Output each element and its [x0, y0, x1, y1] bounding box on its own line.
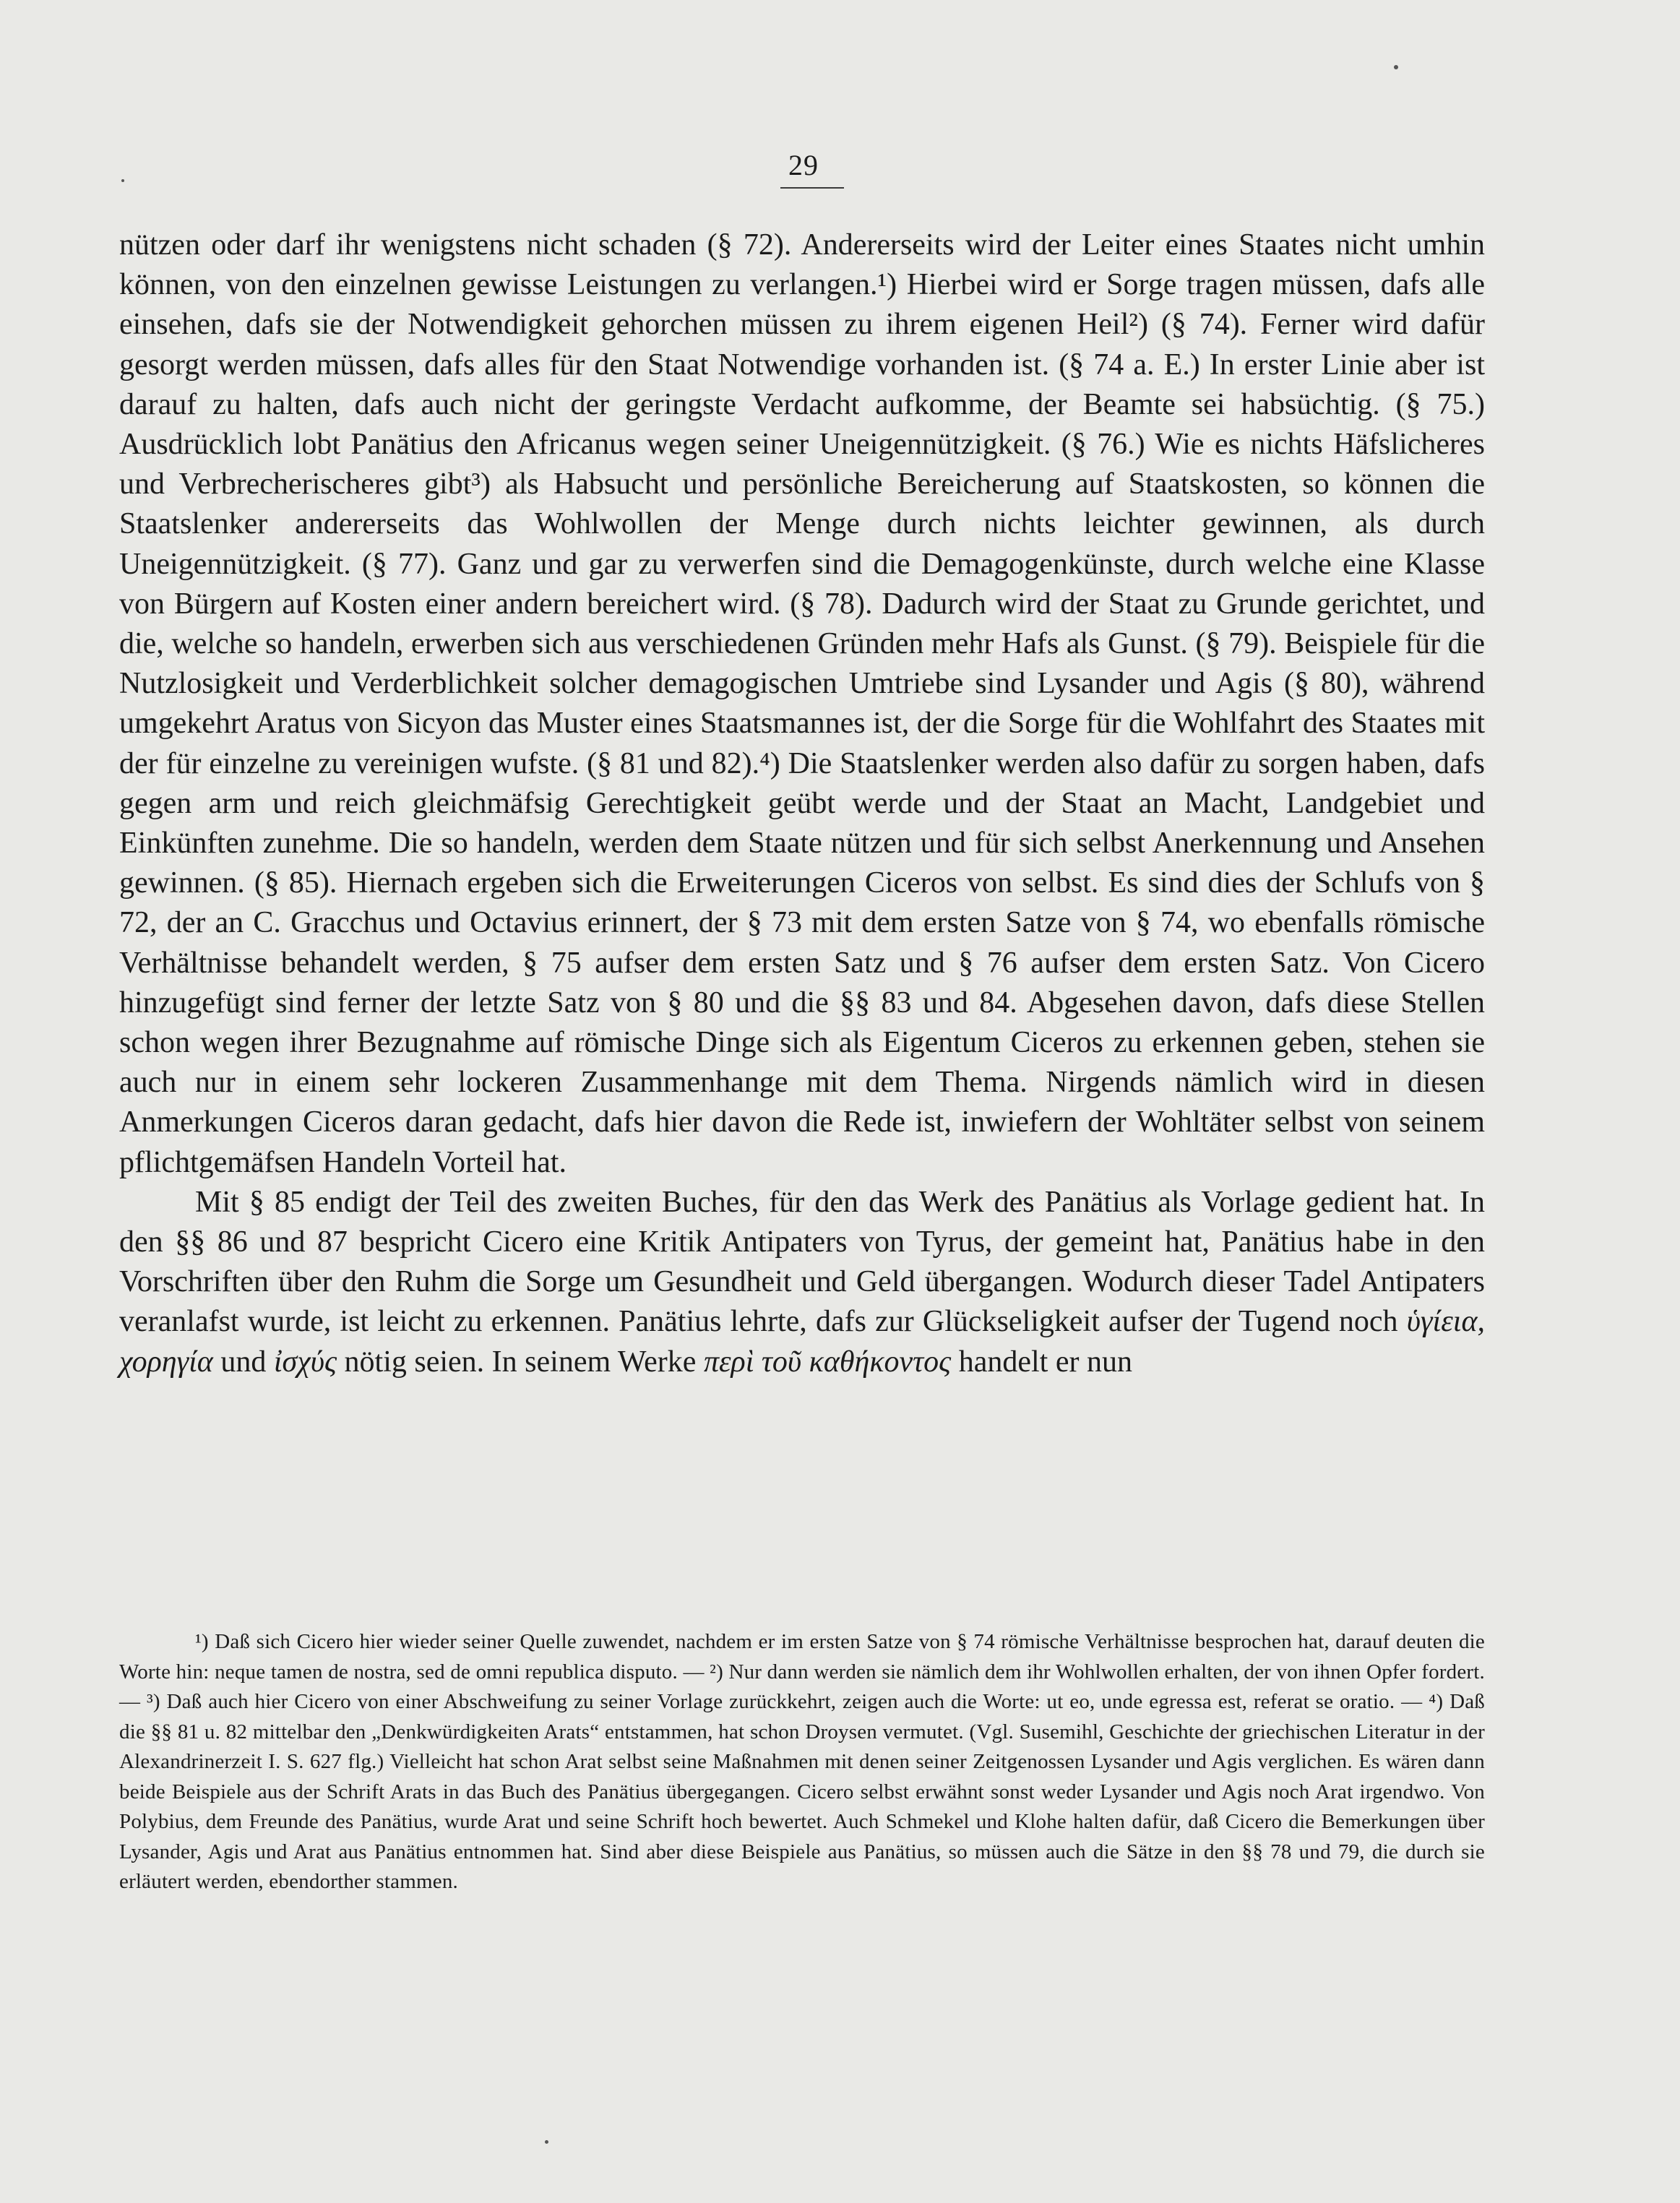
paper-speck [121, 179, 124, 182]
paper-speck [545, 2140, 548, 2144]
paper-speck [1394, 65, 1398, 69]
paragraph-2-text: Mit § 85 endigt der Teil des zweiten Buches, für den das Werk des Panätius als Vorlage gedient hat. In den §§ 86 und 87 bespricht Cicero eine Kritik Antipaters von Tyrus, der gemeint hat, Panätius habe in den Vorschriften über den Ruhm die Sorge um Gesundheit und Geld übergangen. Wodurch dieser Tadel Antipaters veranlafst wurde, ist leicht zu erkennen. Panätius lehrte, dafs zur Glückseligkeit aufser der Tugend noch [119, 1185, 1485, 1339]
paragraph-2-end: handelt er nun [958, 1345, 1132, 1379]
paragraph-2 [119, 1183, 1485, 1382]
main-text [119, 225, 1485, 1382]
greek-term-1: ὑγίεια, χορηγία [119, 1305, 1485, 1379]
greek-term-2: ἰσχύς [273, 1345, 337, 1379]
footnotes: ¹) Daß sich Cicero hier wieder seiner Quelle zuwendet, nachdem er im ersten Satze von § 74 römische Verhältnisse besprochen hat, darauf deuten die Worte hin: neque tamen de nostra, sed de omni republica disputo. — ²) Nur dann werden sie nämlich dem ihr Wohlwollen erhalten, der von ihnen Opfer fordert. — ³) Daß auch hier Cicero von einer Abschweifung zu seiner Vorlage zurückkehrt, zeigen auch die Worte: ut eo, unde egressa est, referat se oratio. — ⁴) Daß die §§ 81 u. 82 mittelbar den „Denkwürdigkeiten Arats“ entstammen, hat schon Droysen vermutet. (Vgl. Susemihl, Geschichte der griechischen Literatur in der Alexandrinerzeit I. S. 627 flg.) Vielleicht hat schon Arat selbst seine Maßnahmen mit denen seiner Zeitgenossen Lysander und Agis verglichen. Es wären dann beide Beispiele aus der Schrift Arats in das Buch des Panätius übergegangen. Cicero selbst erwähnt sonst weder Lysander und Agis noch Arat irgendwo. Von Polybius, dem Freunde des Panätius, wurde Arat und seine Schrift hoch bewertet. Auch Schmekel und Klohe halten dafür, daß Cicero die Bemerkungen über Lysander, Agis und Arat aus Panätius entnommen hat. Sind aber diese Beispiele aus Panätius, so müssen auch die Sätze in den §§ 78 und 79, die durch sie erläutert werden, ebendorther stammen. [119, 1630, 1485, 1893]
paragraph-2-mid: nötig seien. In seinem Werke [344, 1345, 697, 1379]
and-word: und [220, 1345, 267, 1379]
greek-title: περὶ τοῦ καθήκοντος [703, 1345, 952, 1379]
paragraph-1: nützen oder darf ihr wenigstens nicht schaden (§ 72). Andererseits wird der Leiter eines Staates nicht umhin können, von den einzelnen gewisse Leistungen zu verlangen.¹) Hierbei wird er Sorge tragen müssen, dafs alle einsehen, dafs sie der Notwendigkeit gehorchen müssen zu ihrem eigenen Heil²) (§ 74). Ferner wird dafür gesorgt werden müssen, dafs alles für den Staat Notwendige vorhanden ist. (§ 74 a. E.) In erster Linie aber ist darauf zu halten, dafs auch nicht der geringste Verdacht aufkomme, der Beamte sei habsüchtig. (§ 75.) Ausdrücklich lobt Panätius den Africanus wegen seiner Uneigennützigkeit. (§ 76.) Wie es nichts Häfslicheres und Verbrecherischeres gibt³) als Habsucht und persönliche Bereicherung auf Staatskosten, so können die Staatslenker andererseits das Wohlwollen der Menge durch nichts leichter gewinnen, als durch Uneigennützigkeit. (§ 77). Ganz und gar zu verwerfen sind die Demagogenkünste, durch welche eine Klasse von Bürgern auf Kosten einer andern bereichert wird. (§ 78). Dadurch wird der Staat zu Grunde gerichtet, und die, welche so handeln, erwerben sich aus verschiedenen Gründen mehr Hafs als Gunst. (§ 79). Beispiele für die Nutzlosigkeit und Verderblichkeit solcher demagogischen Umtriebe sind Lysander und Agis (§ 80), während umgekehrt Aratus von Sicyon das Muster eines Staatsmannes ist, der die Sorge für die Wohlfahrt des Staates mit der für einzelne zu vereinigen wufste. (§ 81 und 82).⁴) Die Staatslenker werden also dafür zu sorgen haben, dafs gegen arm und reich gleichmäfsig Gerechtigkeit geübt werde und der Staat an Macht, Landgebiet und Einkünften zunehme. Die so handeln, werden dem Staate nützen und für sich selbst Anerkennung und Ansehen gewinnen. (§ 85). Hiernach ergeben sich die Erweiterungen Ciceros von selbst. Es sind dies der Schlufs von § 72, der an C. Gracchus und Octavius erinnert, der § 73 mit dem ersten Satze von § 74, wo ebenfalls römische Verhältnisse behandelt werden, § 75 aufser dem ersten Satz und § 76 aufser dem ersten Satz. Von Cicero hinzugefügt sind ferner der letzte Satz von § 80 und die §§ 83 und 84. Abgesehen davon, dafs diese Stellen schon wegen ihrer Bezugnahme auf römische Dinge sich als Eigentum Ciceros zu erkennen geben, stehen sie auch nur in einem sehr lockeren Zusammenhange mit dem Thema. Nirgends nämlich wird in diesen Anmerkungen Ciceros daran gedacht, dafs hier davon die Rede ist, inwiefern der Wohltäter selbst von seinem pflichtgemäfsen Handeln Vorteil hat. [119, 228, 1485, 1179]
page-number: 29 [788, 149, 819, 181]
page-number-rule [780, 187, 844, 189]
